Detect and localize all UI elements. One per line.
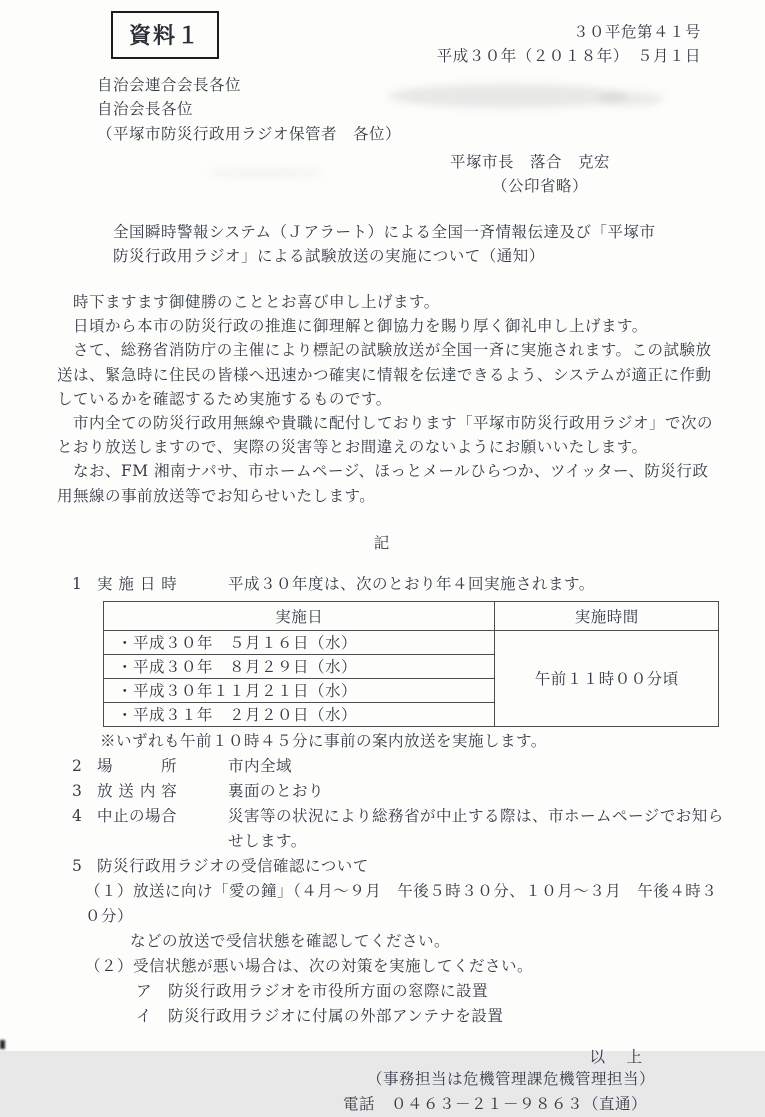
recipient-line: 自治会連合会長各位: [97, 76, 242, 94]
scan-speck: [0, 1040, 5, 1049]
body-paragraphs: [57, 290, 717, 508]
body-paragraph: 市内全ての防災行政用無線や貴職に配付しております「平塚市防災行政用ラジオ」で次のとおり放送しますので、実際の災害等とお間違えのないようにお願いいたします。: [57, 413, 714, 457]
sub-item-2-a: ア 防災行政用ラジオを市役所方面の窓際に設置: [136, 981, 489, 1000]
sub-item-2-b: イ 防災行政用ラジオに付属の外部アンテナを設置: [136, 1006, 504, 1025]
broadcast-date: ・平成３０年 ８月２９日（水）: [104, 654, 495, 678]
item-number: 5: [72, 856, 83, 875]
subject-title: [113, 220, 765, 269]
item-text: 裏面のとおり: [228, 781, 325, 800]
list-item-3-content: [72, 779, 765, 804]
item-label: 場 所: [97, 756, 178, 775]
body-paragraph: なお、FM 湘南ナパサ、市ホームページ、ほっとメールひらつか、ツイッター、防災行政用無線の事前放送等でお知らせいたします。: [57, 462, 709, 505]
subject-line: 防災行政用ラジオ」による試験放送の実施について（通知）: [113, 247, 545, 266]
recipient-line: 自治会長各位: [97, 100, 194, 119]
list-item-2-place: [72, 754, 765, 779]
broadcast-time: 午前１１時００分頃: [495, 630, 719, 726]
item-label: 放 送 内 容: [97, 781, 178, 800]
subject-line: 全国瞬時警報システム（Ｊアラート）による全国一斉情報伝達及び「平塚市: [113, 222, 656, 241]
list-items: [0, 754, 765, 1029]
sender-block: [0, 150, 765, 199]
column-header-time: 実施時間: [495, 601, 719, 630]
item-title: 防災行政用ラジオの受信確認について: [97, 856, 369, 875]
list-item-5-reception-check: [72, 854, 765, 879]
admin-contact-note: （事務担当は危機管理課危機管理担当）: [366, 1069, 655, 1088]
list-item-1-schedule: [72, 572, 765, 597]
sender-name: 平塚市長 落合 克宏: [450, 152, 611, 171]
sub-item-2: （２）受信状態が悪い場合は、次の対策を実施してください。: [85, 956, 534, 975]
item-text-line: せします。: [228, 831, 307, 850]
recipient-list: [97, 73, 765, 146]
table-row: [104, 630, 719, 654]
item-text: 平成３０年度は、次のとおり年４回実施されます。: [228, 574, 595, 593]
item-label: 実 施 日 時: [97, 574, 178, 593]
table-footnote: ※いずれも午前１０時４５分に事前の案内放送を実施します。: [100, 731, 547, 750]
sub-item-1-continuation: などの放送で受信状態を確認してください。: [130, 931, 451, 950]
body-paragraph: 時下ますます御健勝のこととお喜び申し上げます。: [57, 292, 440, 311]
item-number: 3: [72, 781, 83, 800]
item-text-line: 災害等の状況により総務省が中止する際は、市ホームページでお知ら: [228, 806, 724, 825]
item-text: [228, 804, 765, 854]
broadcast-date: ・平成３１年 ２月２０日（水）: [104, 702, 495, 726]
ki-section-heading: 記: [373, 533, 392, 552]
recipient-line: （平塚市防災行政用ラジオ保管者 各位）: [97, 124, 402, 143]
item-number: 4: [72, 806, 83, 825]
closing-ijou: 以 上: [589, 1047, 645, 1066]
item-text: 市内全域: [228, 756, 293, 775]
document-date: 平成３０年（２０１８年） ５月１日: [436, 47, 701, 65]
item-label: 中止の場合: [97, 806, 178, 825]
phone-number-line: 電話 ０４６３－２１－９８６３（直通）: [342, 1094, 647, 1113]
broadcast-date: ・平成３０年１１月２１日（水）: [104, 678, 495, 702]
sub-item-1: （１）放送に向け「愛の鐘」（４月～９月 午後５時３０分、１０月～３月 午後４時３０分）: [85, 881, 718, 925]
material-tag-stamp: 資料１: [111, 11, 219, 59]
table-header-row: [104, 601, 719, 630]
broadcast-date: ・平成３０年 ５月１６日（水）: [104, 630, 495, 654]
body-paragraph: 日頃から本市の防災行政の推進に御理解と御協力を賜り厚く御礼申し上げます。: [57, 317, 648, 336]
document-number: ３０平危第４１号: [572, 23, 701, 41]
column-header-date: 実施日: [104, 601, 495, 630]
broadcast-schedule-table: [103, 601, 719, 727]
list-item-4-cancellation: [72, 804, 765, 854]
item-number: 2: [72, 756, 83, 775]
seal-omission-note: （公印省略）: [492, 177, 589, 196]
body-paragraph: さて、総務省消防庁の主催により標記の試験放送が全国一斉に実施されます。この試験放送は、緊急時に住民の皆様へ迅速かつ確実に情報を伝達できるよう、システムが適正に作動しているかを確認するため実施するものです。: [57, 341, 712, 408]
item-number: 1: [72, 574, 83, 593]
